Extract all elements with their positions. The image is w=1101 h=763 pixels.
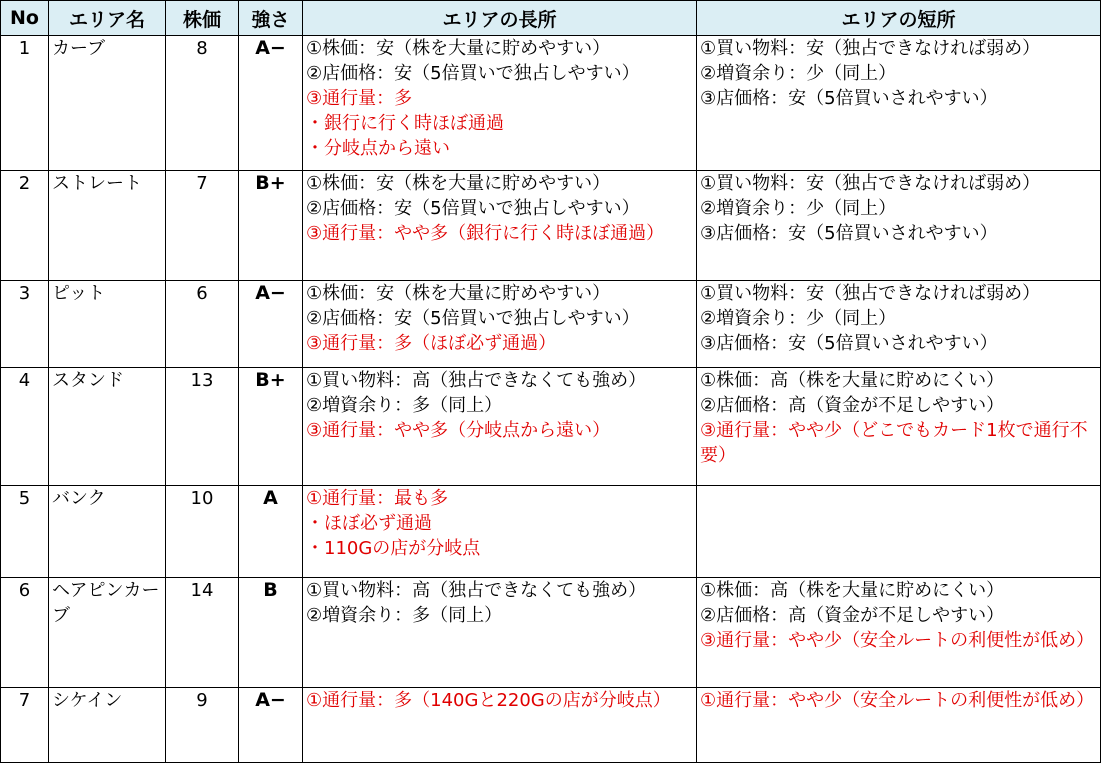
cell-no: 6 [1,578,49,688]
con-line: ②増資余り：少（同上） [700,63,897,84]
cell-area-name: バンク [49,486,166,578]
cell-area-name: ピット [49,281,166,368]
pro-line: ③通行量：多 [306,88,413,109]
cell-no: 3 [1,281,49,368]
cell-strength: B [239,578,303,688]
table-row [1,578,1101,688]
cell-cons [697,36,1101,171]
con-line: ①通行量：やや少（安全ルートの利便性が低め） [700,690,1095,711]
pro-line: ①通行量：最も多 [306,488,449,509]
con-line: ③店価格：安（5倍買いされやすい） [700,333,998,354]
header-cons: エリアの短所 [697,1,1101,36]
cell-stock-price: 7 [166,171,239,281]
pro-line: ③通行量：やや多（分岐点から遠い） [306,420,611,441]
cell-pros [303,688,697,763]
con-line: ②店価格：高（資金が不足しやすい） [700,605,1005,626]
table-row [1,368,1101,486]
con-line: ①買い物料：安（独占できなければ弱め） [700,173,1041,194]
cell-stock-price: 6 [166,281,239,368]
table-row [1,171,1101,281]
cell-strength: A− [239,688,303,763]
cell-pros [303,36,697,171]
con-line: ①買い物料：安（独占できなければ弱め） [700,38,1041,59]
cell-no: 1 [1,36,49,171]
pro-line: ・110Gの店が分岐点 [306,538,481,559]
pro-line: ①買い物料：高（独占できなくても強め） [306,370,647,391]
pro-line: ②増資余り：多（同上） [306,395,503,416]
con-line: ③店価格：安（5倍買いされやすい） [700,88,998,109]
cell-area-name: ストレート [49,171,166,281]
cell-cons [697,688,1101,763]
cell-pros [303,486,697,578]
cell-stock-price: 9 [166,688,239,763]
table-row [1,281,1101,368]
table-row [1,36,1101,171]
pro-line: ・分岐点から遠い [306,138,450,159]
cell-cons [697,171,1101,281]
cell-stock-price: 13 [166,368,239,486]
pro-line: ①買い物料：高（独占できなくても強め） [306,580,647,601]
con-line: ②増資余り：少（同上） [700,198,897,219]
cell-cons [697,281,1101,368]
cell-area-name: カーブ [49,36,166,171]
header-no: No [1,1,49,36]
con-line: ①買い物料：安（独占できなければ弱め） [700,283,1041,304]
con-line: ②増資余り：少（同上） [700,308,897,329]
pro-line: ③通行量：多（ほぼ必ず通過） [306,333,557,354]
pro-line: ②店価格：安（5倍買いで独占しやすい） [306,63,640,84]
cell-pros [303,368,697,486]
cell-cons [697,486,1101,578]
pro-line: ・銀行に行く時ほぼ通過 [306,113,504,134]
header-stock-price: 株価 [166,1,239,36]
cell-cons [697,578,1101,688]
pro-line: ②店価格：安（5倍買いで独占しやすい） [306,308,640,329]
cell-no: 7 [1,688,49,763]
cell-strength: A− [239,36,303,171]
cell-area-name: シケイン [49,688,166,763]
cell-strength: B+ [239,171,303,281]
cell-no: 2 [1,171,49,281]
con-line: ③通行量：やや少（安全ルートの利便性が低め） [700,630,1095,651]
con-line: ③通行量：やや少（どこでもカード1枚で通行不要） [700,420,1088,466]
header-row [1,1,1101,36]
pro-line: ・ほぼ必ず通過 [306,513,432,534]
pro-line: ①株価：安（株を大量に貯めやすい） [306,173,611,194]
table-row [1,486,1101,578]
pro-line: ①株価：安（株を大量に貯めやすい） [306,283,611,304]
cell-pros [303,171,697,281]
cell-area-name: ヘアピンカーブ [49,578,166,688]
header-area-name: エリア名 [49,1,166,36]
con-line: ①株価：高（株を大量に貯めにくい） [700,580,1005,601]
pro-line: ②増資余り：多（同上） [306,605,503,626]
cell-no: 4 [1,368,49,486]
table-row [1,688,1101,763]
cell-strength: A [239,486,303,578]
cell-stock-price: 8 [166,36,239,171]
con-line: ①株価：高（株を大量に貯めにくい） [700,370,1005,391]
con-line: ③店価格：安（5倍買いされやすい） [700,223,998,244]
cell-strength: A− [239,281,303,368]
cell-pros [303,281,697,368]
pro-line: ①通行量：多（140Gと220Gの店が分岐点） [306,690,671,711]
cell-stock-price: 14 [166,578,239,688]
cell-stock-price: 10 [166,486,239,578]
cell-pros [303,578,697,688]
header-strength: 強さ [239,1,303,36]
con-line: ②店価格：高（資金が不足しやすい） [700,395,1005,416]
cell-strength: B+ [239,368,303,486]
header-pros: エリアの長所 [303,1,697,36]
pro-line: ①株価：安（株を大量に貯めやすい） [306,38,611,59]
pro-line: ②店価格：安（5倍買いで独占しやすい） [306,198,640,219]
cell-area-name: スタンド [49,368,166,486]
pro-line: ③通行量：やや多（銀行に行く時ほぼ通過） [306,223,665,244]
cell-no: 5 [1,486,49,578]
cell-cons [697,368,1101,486]
